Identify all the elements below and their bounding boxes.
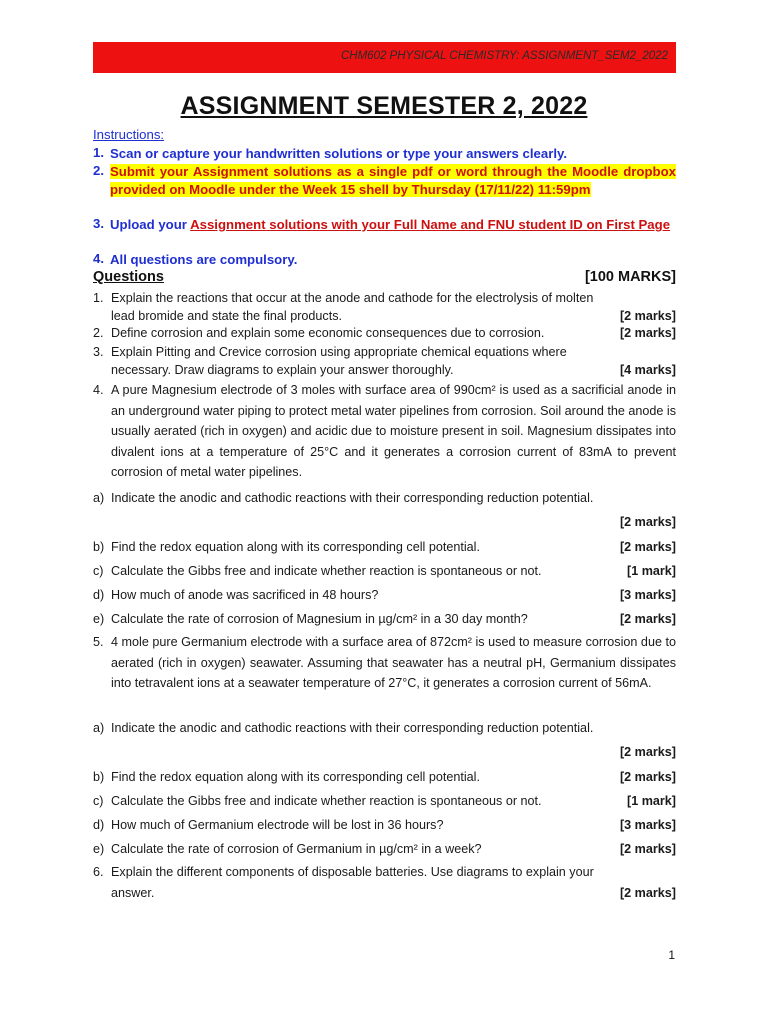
question-text: Define corrosion and explain some economic consequences due to corrosion. (111, 326, 545, 340)
instruction-3 (93, 216, 676, 234)
instruction-text: Scan or capture your handwritten solutions or type your answers clearly. (110, 146, 568, 161)
question-4d (93, 585, 676, 606)
question-text: A pure Magnesium electrode of 3 moles with surface area of 990cm² is used as a sacrificial anode in an underground water piping to protect metal water pipelines from corrosion. Soil around the anode is usually aerated (rich in oxygen) and acidic due to moisture present in soil. Magnesium dissipates into divalent ions at a temperature of 25°C and it generates a corrosion current of 83mA to prevent corrosion of metal water pipelines. (111, 383, 676, 479)
part-label: c) (93, 564, 104, 578)
question-number: 4. (93, 383, 104, 397)
marks-badge: [2 marks] (619, 540, 676, 554)
marks-badge: [2 marks] (619, 326, 676, 340)
instruction-1 (93, 145, 676, 163)
marks-badge: [3 marks] (619, 588, 676, 602)
part-text: Calculate the rate of corrosion of Germanium in µg/cm² in a week? (111, 842, 482, 856)
question-5a (93, 718, 676, 762)
part-label: d) (93, 818, 105, 832)
instruction-text-highlighted: Submit your Assignment solutions as a single pdf or word through the Moodle dropbox provided on Moodle under the Week 15 shell by Thursday (17/11/22) 11:59pm (110, 164, 676, 197)
instruction-number: 2. (93, 163, 104, 178)
part-text: Find the redox equation along with its corresponding cell potential. (111, 770, 480, 784)
questions-label: Questions (93, 269, 164, 285)
page-title: ASSIGNMENT SEMESTER 2, 2022 (180, 92, 588, 120)
part-text: Calculate the Gibbs free and indicate whether reaction is spontaneous or not. (111, 794, 542, 808)
part-text: How much of Germanium electrode will be lost in 36 hours? (111, 818, 444, 832)
marks-badge: [1 mark] (627, 564, 676, 578)
question-text: answer. (111, 885, 155, 900)
question-5d (93, 815, 676, 836)
instruction-text-red: Assignment solutions with your Full Name and FNU student ID on First Page (190, 217, 671, 232)
part-label: d) (93, 588, 105, 602)
question-5 (93, 632, 676, 694)
part-label: b) (93, 540, 105, 554)
part-label: c) (93, 794, 104, 808)
part-text: Indicate the anodic and cathodic reactions with their corresponding reduction potential. (111, 721, 594, 735)
question-number: 2. (93, 326, 104, 340)
total-marks: [100 MARKS] (584, 269, 676, 285)
instruction-2 (93, 163, 676, 199)
part-text: Calculate the Gibbs free and indicate whether reaction is spontaneous or not. (111, 564, 542, 578)
question-3 (93, 343, 676, 379)
question-4e (93, 609, 676, 630)
question-4a (93, 488, 676, 532)
part-label: a) (93, 721, 105, 735)
part-label: e) (93, 842, 105, 856)
instruction-prefix: Upload your (110, 217, 191, 232)
question-number: 3. (93, 345, 104, 359)
marks-badge: [2 marks] (619, 885, 676, 900)
header-bar (93, 42, 676, 73)
part-text: Find the redox equation along with its corresponding cell potential. (111, 540, 480, 554)
course-header: CHM602 PHYSICAL CHEMISTRY: ASSIGNMENT_SEM2_2022 (340, 50, 668, 62)
question-number: 1. (93, 291, 104, 305)
question-2 (93, 324, 676, 342)
part-label: a) (93, 491, 105, 505)
question-1 (93, 289, 676, 325)
instructions-heading: Instructions: (93, 127, 165, 142)
marks-badge: [2 marks] (619, 842, 676, 856)
question-text: necessary. Draw diagrams to explain your answer thoroughly. (111, 363, 454, 377)
question-5b (93, 767, 676, 788)
question-text: 4 mole pure Germanium electrode with a surface area of 872cm² is used to measure corrosion due to aerated (rich in oxygen) seawater. Assuming that seawater has a neutral pH, Germanium dissipates into tetravalent ions at a seawater temperature of 27°C, it generates a corrosion current of 56mA. (111, 635, 676, 690)
instruction-4 (93, 251, 676, 269)
question-text: Explain the different components of disposable batteries. Use diagrams to explain your (111, 865, 594, 879)
part-text: Calculate the rate of corrosion of Magnesium in µg/cm² in a 30 day month? (111, 612, 528, 626)
questions-heading (93, 269, 676, 285)
question-number: 5. (93, 635, 104, 649)
page-number: 1 (668, 948, 675, 962)
question-text: lead bromide and state the final products. (111, 309, 343, 323)
question-4c (93, 561, 676, 582)
question-4 (93, 380, 676, 483)
instruction-text: All questions are compulsory. (110, 252, 298, 267)
marks-badge: [4 marks] (619, 363, 676, 377)
marks-badge: [2 marks] (619, 309, 676, 323)
part-label: e) (93, 612, 105, 626)
question-text: Explain Pitting and Crevice corrosion using appropriate chemical equations where (111, 345, 567, 359)
question-text: Explain the reactions that occur at the anode and cathode for the electrolysis of molten (111, 291, 594, 305)
instruction-number: 1. (93, 145, 104, 160)
part-text: Indicate the anodic and cathodic reactions with their corresponding reduction potential. (111, 491, 594, 505)
question-5e (93, 839, 676, 860)
marks-badge: [2 marks] (619, 612, 676, 626)
question-4b (93, 537, 676, 558)
marks-badge: [2 marks] (619, 744, 676, 759)
part-text: How much of anode was sacrificed in 48 hours? (111, 588, 379, 602)
marks-badge: [3 marks] (619, 818, 676, 832)
instruction-number: 3. (93, 216, 104, 231)
part-label: b) (93, 770, 105, 784)
marks-badge: [2 marks] (619, 514, 676, 529)
question-5c (93, 791, 676, 812)
instruction-number: 4. (93, 251, 104, 266)
question-number: 6. (93, 865, 104, 879)
question-6 (93, 862, 676, 903)
marks-badge: [2 marks] (619, 770, 676, 784)
marks-badge: [1 mark] (627, 794, 676, 808)
